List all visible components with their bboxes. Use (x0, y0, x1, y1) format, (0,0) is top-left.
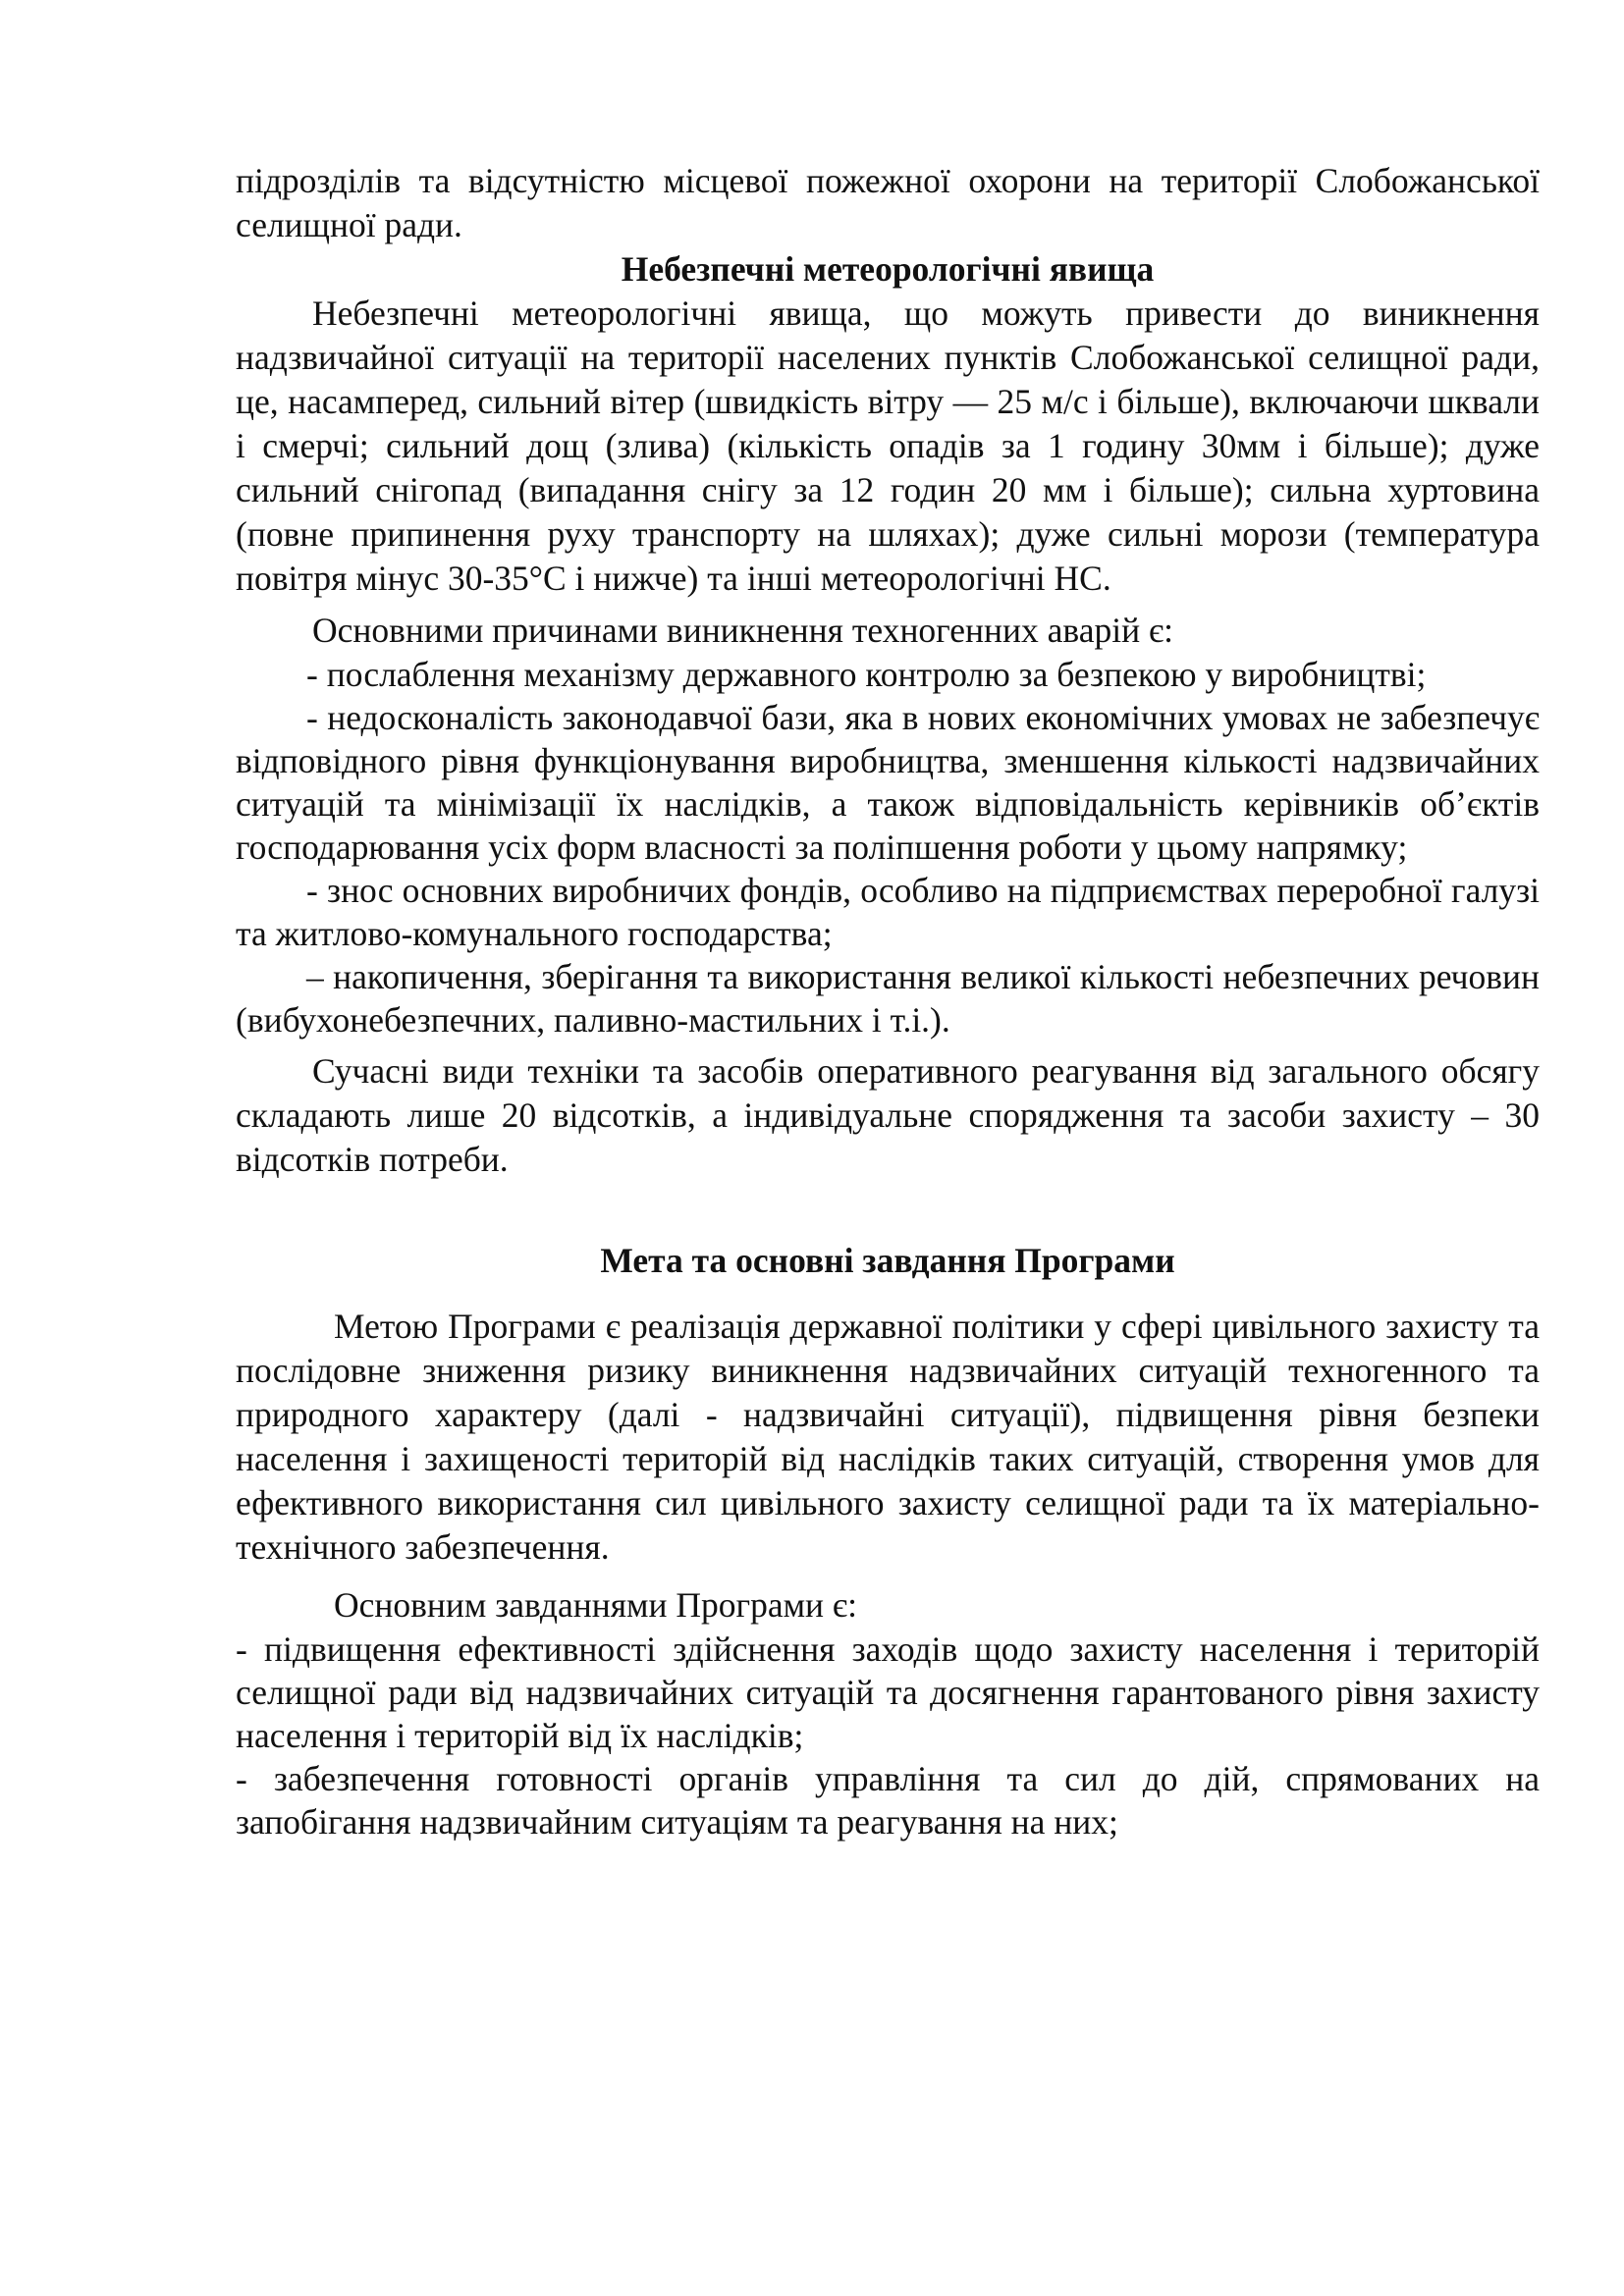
list-item: - забезпечення готовності органів управління та сил до дій, спрямованих на запобігання надзвичайним ситуаціям та реагування на них; (236, 1759, 1540, 1842)
document-page (236, 159, 1540, 1843)
list-item: - знос основних виробничих фондів, особливо на підприємствах переробної галузі та житлово-комунального господарства; (236, 871, 1540, 953)
equipment-paragraph: Сучасні види техніки та засобів оперативного реагування від загального обсягу складають лише 20 відсотків, а індивідуальне спорядження та засоби захисту – 30 відсотків потреби. (236, 1051, 1540, 1179)
causes-intro: Основними причинами виникнення техногенних аварій є: (312, 611, 1174, 650)
intro-continuation-paragraph: підрозділів та відсутністю місцевої пожежної охорони на території Слобожанської селищної ради. (236, 161, 1540, 244)
tasks-list (236, 1628, 1540, 1843)
list-item: - підвищення ефективності здійснення заходів щодо захисту населення і територій селищної ради від надзвичайних ситуацій та досягнення гарантованого рівня захисту населення і територій від їх наслідків; (236, 1629, 1540, 1755)
goal-paragraph: Метою Програми є реалізація державної політики у сфері цивільного захисту та послідовне зниження ризику виникнення надзвичайних ситуацій техногенного та природного характеру (далі - надзвичайні ситуації), підвищення рівня безпеки населення і захищеності територій від наслідків таких ситуацій, створення умов для ефективного використання сил цивільного захисту селищної ради та їх матеріально-технічного забезпечення. (236, 1307, 1540, 1567)
section-heading-meteorological: Небезпечні метеорологічні явища (621, 249, 1155, 289)
meteorological-paragraph: Небезпечні метеорологічні явища, що можуть привести до виникнення надзвичайної ситуації на території населених пунктів Слобожанської селищної ради, це, насамперед, сильний вітер (швидкість вітру — 25 м/с і більше), включаючи шквали і смерчі; сильний дощ (злива) (кількість опадів за 1 годину 30мм і більше); дуже сильний снігопад (випадання снігу за 12 годин 20 мм і більше); сильна хуртовина (повне припинення руху транспорту на шляхах); дуже сильні морози (температура повітря мінус 30-35°С і нижче) та інші метеорологічні НС. (236, 294, 1540, 598)
list-item: - недосконалість законодавчої бази, яка в нових економічних умовах не забезпечує відповідного рівня функціонування виробництва, зменшення кількості надзвичайних ситуацій та мінімізації їх наслідків, а також відповідальність керівників об’єктів господарювання усіх форм власності за поліпшення роботи у цьому напрямку; (236, 698, 1540, 867)
list-item: - послаблення механізму державного контролю за безпекою у виробництві; (306, 655, 1427, 694)
causes-list (236, 653, 1540, 1041)
tasks-intro: Основним завданнями Програми є: (334, 1585, 858, 1625)
list-item: – накопичення, зберігання та використання великої кількості небезпечних речовин (вибухонебезпечних, паливно-мастильних і т.і.). (236, 957, 1540, 1040)
section-heading-goals: Мета та основні завдання Програми (600, 1241, 1175, 1280)
